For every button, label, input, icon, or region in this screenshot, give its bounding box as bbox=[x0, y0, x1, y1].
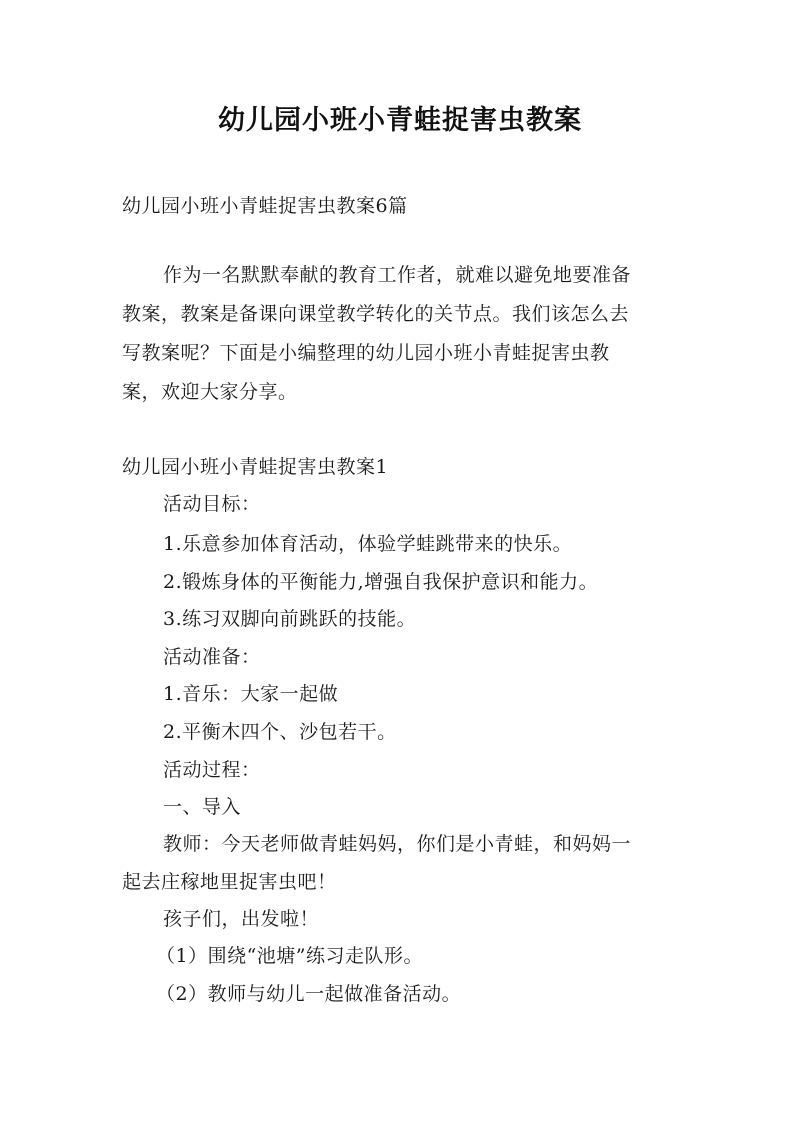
intro-line-2: 教案，教案是备课向课堂教学转化的关节点。我们该怎么去 bbox=[122, 303, 630, 325]
goals-heading: 活动目标： bbox=[163, 493, 261, 515]
document-subtitle: 幼儿园小班小青蛙捉害虫教案6篇 bbox=[122, 195, 408, 217]
goal-item-2: 2.锻炼身体的平衡能力,增强自我保护意识和能力。 bbox=[163, 571, 599, 593]
prep-item-2: 2.平衡木四个、沙包若干。 bbox=[163, 721, 397, 743]
intro-line-1: 作为一名默默奉献的教育工作者，就难以避免地要准备 bbox=[163, 264, 632, 286]
step-item-1: （1）围绕“池塘”练习走队形。 bbox=[156, 945, 424, 967]
teacher-line-2: 起去庄稼地里捉害虫吧！ bbox=[122, 871, 337, 893]
section-heading: 幼儿园小班小青蛙捉害虫教案1 bbox=[122, 456, 389, 478]
goal-item-3: 3.练习双脚向前跳跃的技能。 bbox=[163, 608, 417, 630]
intro-line-3: 写教案呢？下面是小编整理的幼儿园小班小青蛙捉害虫教 bbox=[122, 342, 610, 364]
intro-line-4: 案，欢迎大家分享。 bbox=[122, 381, 298, 403]
process-heading: 活动过程： bbox=[163, 759, 261, 781]
document-title: 幼儿园小班小青蛙捉害虫教案 bbox=[218, 105, 582, 136]
teacher-line-1: 教师：今天老师做青蛙妈妈，你们是小青蛙，和妈妈一 bbox=[163, 833, 632, 855]
kids-line: 孩子们，出发啦！ bbox=[163, 908, 320, 930]
goal-item-1: 1.乐意参加体育活动，体验学蛙跳带来的快乐。 bbox=[163, 533, 573, 555]
step-item-2: （2）教师与幼儿一起做准备活动。 bbox=[156, 983, 462, 1005]
prep-heading: 活动准备： bbox=[163, 646, 261, 668]
part1-heading: 一、导入 bbox=[163, 796, 242, 818]
prep-item-1: 1.音乐：大家一起做 bbox=[163, 683, 339, 705]
